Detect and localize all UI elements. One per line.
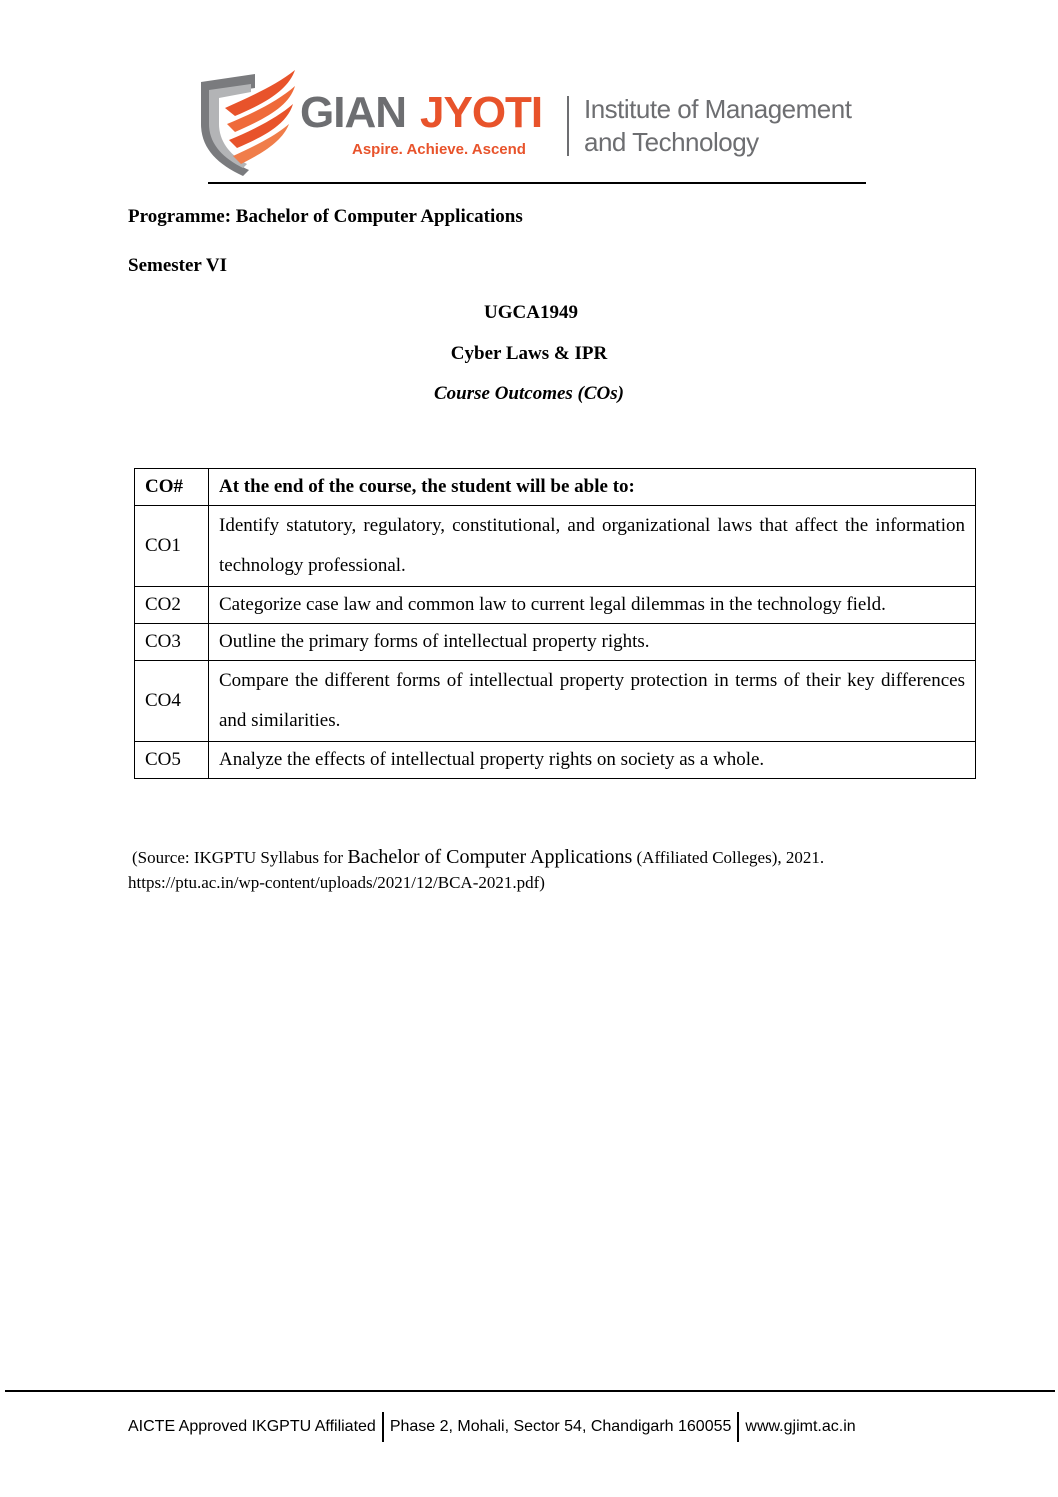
table-row — [135, 624, 976, 661]
course-code: UGCA1949 — [484, 302, 578, 323]
co-code: CO1 — [135, 506, 209, 587]
institute-name-line2: and Technology — [584, 127, 759, 157]
footer-separator — [382, 1412, 384, 1442]
co-description: Analyze the effects of intellectual property rights on society as a whole. — [209, 742, 976, 779]
footer-affiliation: AICTE Approved IKGPTU Affiliated — [128, 1418, 376, 1436]
course-outcomes-table — [134, 468, 976, 779]
source-programme: Bachelor of Computer Applications — [347, 846, 633, 868]
column-header-outcome: At the end of the course, the student will be able to: — [209, 469, 976, 506]
co-description: Compare the different forms of intellectual property protection in terms of their key differences and similarities. — [209, 661, 976, 742]
semester-label: Semester VI — [128, 255, 228, 276]
table-row — [135, 661, 976, 742]
co-description: Outline the primary forms of intellectual property rights. — [209, 624, 976, 661]
brand-name-jyoti: JYOTI — [420, 88, 543, 137]
table-header-row — [135, 469, 976, 506]
header-rule — [208, 182, 866, 184]
course-outcomes-heading: Course Outcomes (COs) — [433, 383, 624, 404]
source-prefix: (Source: IKGPTU Syllabus for — [132, 848, 348, 867]
footer-website: www.gjimt.ac.in — [745, 1418, 856, 1436]
institute-logo-icon — [195, 68, 300, 176]
institute-name-line1: Institute of Management — [584, 94, 852, 124]
source-suffix: (Affiliated Colleges), 2021. — [632, 848, 825, 867]
co-code: CO4 — [135, 661, 209, 742]
brand-tagline: Aspire. Achieve. Ascend — [352, 141, 526, 158]
co-description: Categorize case law and common law to current legal dilemmas in the technology field. — [209, 587, 976, 624]
source-citation — [132, 845, 824, 870]
co-code: CO2 — [135, 587, 209, 624]
footer — [128, 1412, 856, 1442]
table-row — [135, 742, 976, 779]
table-row — [135, 587, 976, 624]
footer-address: Phase 2, Mohali, Sector 54, Chandigarh 160055 — [389, 1418, 732, 1436]
footer-separator — [737, 1412, 739, 1442]
brand-divider — [567, 96, 569, 156]
brand-name-gian: GIAN — [300, 88, 406, 137]
source-url: https://ptu.ac.in/wp-content/uploads/2021/12/BCA-2021.pdf) — [128, 873, 545, 892]
co-code: CO5 — [135, 742, 209, 779]
programme-title: Programme: Bachelor of Computer Applications — [128, 206, 523, 227]
co-code: CO3 — [135, 624, 209, 661]
footer-rule — [5, 1390, 1055, 1392]
course-name: Cyber Laws & IPR — [450, 343, 608, 364]
co-description: Identify statutory, regulatory, constitutional, and organizational laws that affect the information technology professional. — [209, 506, 976, 587]
column-header-co: CO# — [135, 469, 209, 506]
table-row — [135, 506, 976, 587]
